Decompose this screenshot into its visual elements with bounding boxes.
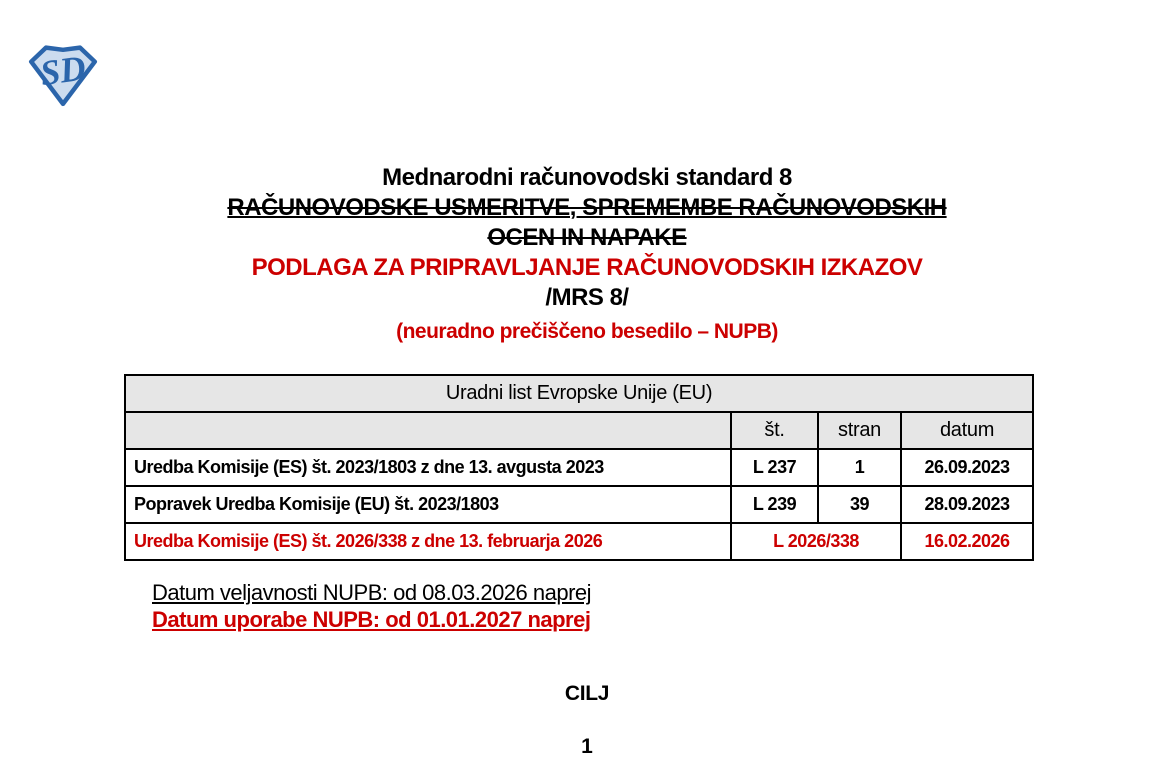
cell-date: 26.09.2023: [901, 449, 1033, 486]
col-header-datum: datum: [901, 412, 1033, 449]
cell-regulation-name: Uredba Komisije (ES) št. 2026/338 z dne 13. februarja 2026: [125, 523, 731, 560]
cell-regulation-name: Popravek Uredba Komisije (EU) št. 2023/1803: [125, 486, 731, 523]
table-row: [125, 449, 1033, 486]
nupb-notes: [152, 579, 591, 633]
logo-letters: SD: [37, 47, 89, 94]
col-header-st: št.: [731, 412, 818, 449]
cell-page: 1: [818, 449, 901, 486]
eu-official-journal-table: [124, 374, 1034, 561]
col-header-empty: [125, 412, 731, 449]
section-title-cilj: CILJ: [564, 682, 610, 705]
nupb-subtitle: (neuradno prečiščeno besedilo – NUPB): [396, 320, 778, 343]
new-title-red: PODLAGA ZA PRIPRAVLJANJE RAČUNOVODSKIH IZKAZOV: [251, 254, 923, 281]
cell-date: 16.02.2026: [901, 523, 1033, 560]
usage-date-note: Datum uporabe NUPB: od 01.01.2027 naprej: [152, 607, 591, 632]
cell-issue: L 239: [731, 486, 818, 523]
cell-issue: L 237: [731, 449, 818, 486]
old-title-struck-line2: OCEN IN NAPAKE: [487, 224, 687, 251]
table-row-highlighted: [125, 523, 1033, 560]
validity-date-note: Datum veljavnosti NUPB: od 08.03.2026 naprej: [152, 580, 592, 605]
sd-shield-logo-icon: [26, 40, 100, 110]
table-title: Uradni list Evropske Unije (EU): [125, 375, 1033, 412]
cell-issue-span: L 2026/338: [731, 523, 901, 560]
cell-date: 28.09.2023: [901, 486, 1033, 523]
cell-regulation-name: Uredba Komisije (ES) št. 2023/1803 z dne 13. avgusta 2023: [125, 449, 731, 486]
old-title-struck-line1: RAČUNOVODSKE USMERITVE, SPREMEMBE RAČUNOVODSKIH: [227, 194, 947, 221]
heading-block: [0, 163, 1174, 345]
table-row: [125, 486, 1033, 523]
table-header-row: [125, 412, 1033, 449]
cell-page: 39: [818, 486, 901, 523]
table-title-row: [125, 375, 1033, 412]
mrs-label: /MRS 8/: [545, 284, 629, 311]
standard-title: Mednarodni računovodski standard 8: [382, 164, 792, 191]
page-number: 1: [581, 735, 593, 758]
col-header-stran: stran: [818, 412, 901, 449]
